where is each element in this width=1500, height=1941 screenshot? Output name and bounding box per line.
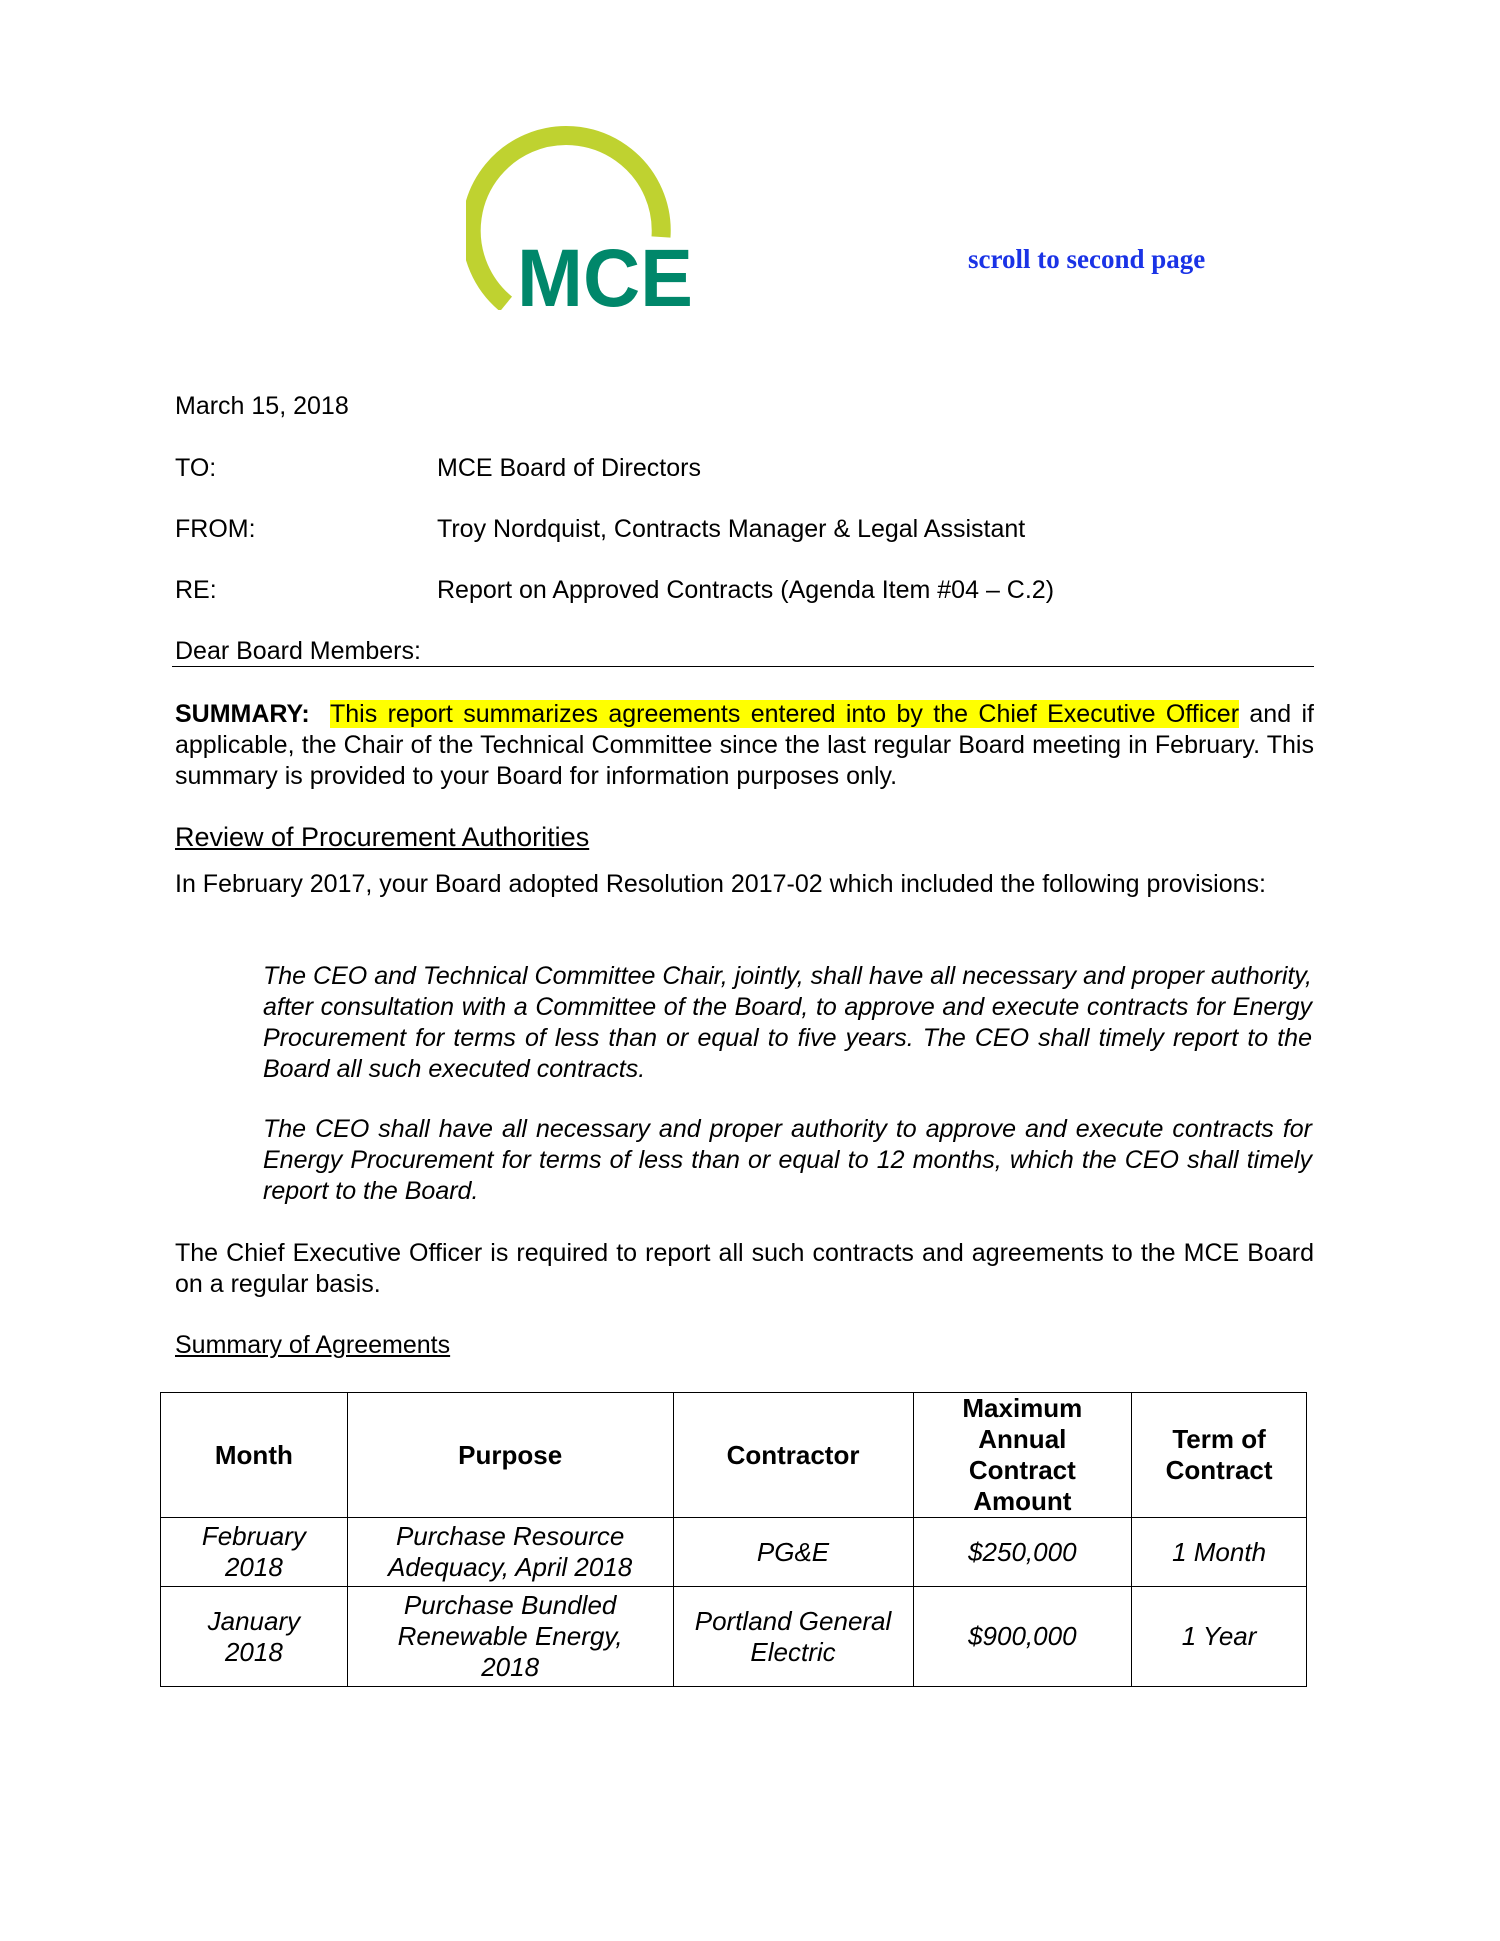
memo-date: March 15, 2018 (175, 392, 349, 420)
review-intro: In February 2017, your Board adopted Resolution 2017-02 which included the following provisions: (175, 870, 1266, 898)
table-row (161, 1518, 1307, 1587)
re-label: RE: (175, 576, 217, 604)
table-header-row (161, 1393, 1307, 1518)
purpose-cell: Purchase Resource Adequacy, April 2018 (347, 1518, 673, 1587)
mce-logo-graphic (466, 124, 696, 310)
agreements-heading (175, 1331, 450, 1360)
agreements-heading-text: Summary of Agreements (175, 1331, 451, 1359)
closing-paragraph: The Chief Executive Officer is required to report all such contracts and agreements to the MCE Board on a regular basis. (175, 1239, 1314, 1298)
column-header-text: Maximum Annual Contract Amount (962, 1393, 1083, 1516)
column-header: Contractor (673, 1393, 913, 1518)
to-label: TO: (175, 454, 217, 482)
svg-text:MCE: MCE (517, 233, 693, 310)
summary-highlight: This report summarizes agreements entered into by the Chief Executive Officer (329, 700, 1240, 728)
column-header: Month (161, 1393, 348, 1518)
summary-paragraph (175, 699, 1314, 792)
provision-quote-2: The CEO shall have all necessary and proper authority to approve and execute contracts for Energy Procurement for terms of less than or equal to 12 months, which the CEO shall timely report to the Board. (263, 1115, 1312, 1205)
column-header: Purpose (347, 1393, 673, 1518)
to-value: MCE Board of Directors (437, 454, 701, 482)
amount-cell: $250,000 (913, 1518, 1132, 1587)
amount-cell: $900,000 (913, 1587, 1132, 1687)
provision-quote-1: The CEO and Technical Committee Chair, jointly, shall have all necessary and proper authority, after consultation with a Committee of the Board, to approve and execute contracts for Energy Procurement for terms of less than or equal to five years. The CEO shall timely report to the Board all such executed contracts. (263, 962, 1312, 1083)
review-heading (175, 822, 589, 853)
purpose-cell: Purchase Bundled Renewable Energy, 2018 (347, 1587, 673, 1687)
term-cell: 1 Month (1132, 1518, 1307, 1587)
agreements-table (160, 1392, 1307, 1687)
month-cell: January 2018 (161, 1587, 348, 1687)
summary-text: and if applicable, the Chair of the Technical Committee since the last regular Board meeting in February. This summary is provided to your Board for information purposes only. (175, 700, 1314, 790)
contractor-cell: Portland General Electric (673, 1587, 913, 1687)
re-value: Report on Approved Contracts (Agenda Item #04 – C.2) (437, 576, 1055, 604)
table-row (161, 1587, 1307, 1687)
contractor-cell: PG&E (673, 1518, 913, 1587)
from-label: FROM: (175, 515, 256, 543)
scroll-to-second-page-link[interactable]: scroll to second page (968, 244, 1206, 274)
column-header-text: Term of Contract (1165, 1424, 1273, 1485)
from-value: Troy Nordquist, Contracts Manager & Legal Assistant (437, 515, 1026, 543)
summary-label: SUMMARY: (175, 700, 310, 728)
column-header (1132, 1393, 1307, 1518)
term-cell: 1 Year (1132, 1587, 1307, 1687)
mce-logo (466, 124, 696, 310)
divider (172, 666, 1314, 667)
month-cell: February 2018 (161, 1518, 348, 1587)
salutation: Dear Board Members: (175, 637, 421, 665)
column-header (913, 1393, 1132, 1518)
review-heading-text: Review of Procurement Authorities (175, 822, 590, 852)
